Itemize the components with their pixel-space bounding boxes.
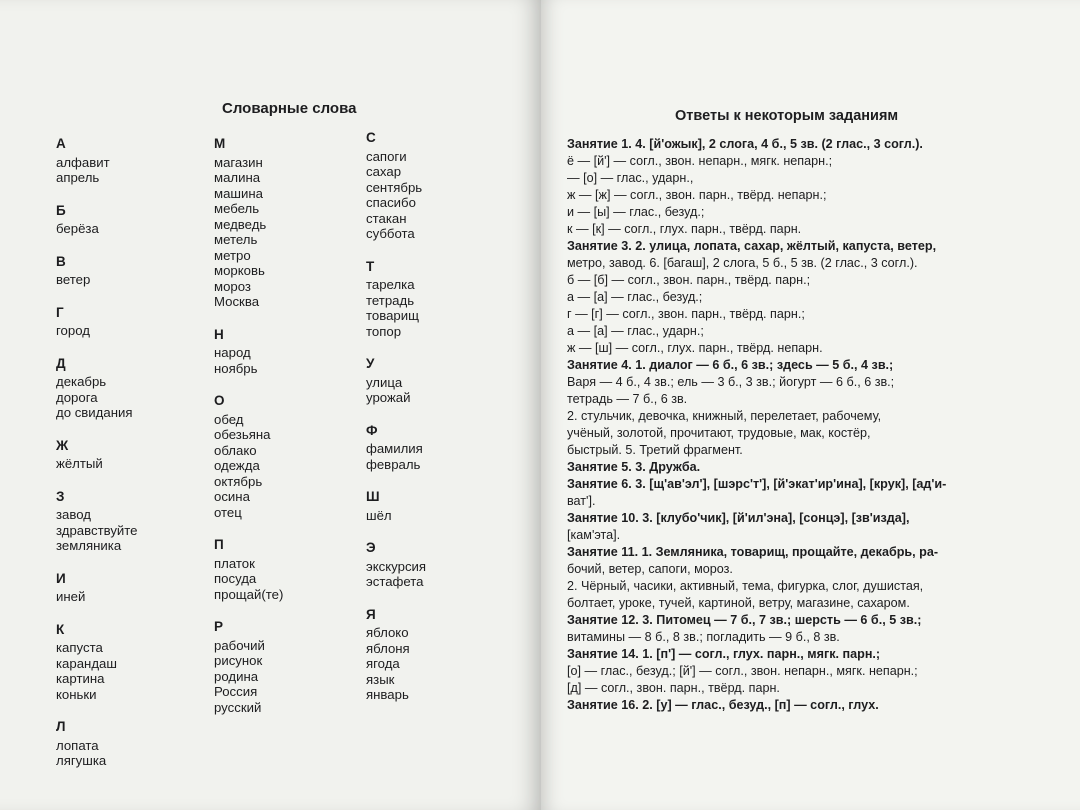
letter-heading: П	[214, 537, 224, 552]
letter-heading: И	[56, 570, 66, 586]
vocabulary-word: ягода	[366, 656, 400, 671]
letter-group	[366, 607, 516, 703]
letter-heading: Н	[214, 326, 224, 342]
vocabulary-word: прощай(те)	[214, 586, 284, 602]
vocabulary-word: улица	[366, 374, 403, 390]
letter-group	[56, 305, 206, 339]
answer-line: — [о] — глас., ударн.,	[567, 171, 694, 185]
letter-group	[56, 203, 206, 237]
vocabulary-word: карандаш	[56, 655, 117, 671]
letter-group	[56, 719, 206, 769]
right-page	[541, 0, 1080, 810]
vocabulary-word: иней	[56, 589, 86, 604]
letter-heading: М	[214, 136, 226, 151]
vocabulary-word: одежда	[214, 458, 260, 473]
vocabulary-word: обед	[214, 411, 244, 427]
vocabulary-word: морковь	[214, 263, 265, 278]
answer-section-line: Занятие 10. 3. [клубо'чик], [й'ил'эна], [сонцэ], [зв'изда],	[567, 511, 910, 525]
vocabulary-word: тарелка	[366, 277, 415, 292]
vocabulary-word: спасибо	[366, 195, 416, 210]
vocabulary-word: берёза	[56, 221, 99, 236]
vocabulary-word: земляника	[56, 538, 122, 553]
answer-section-line: Занятие 5. 3. Дружба.	[567, 460, 701, 474]
vocabulary-word: капуста	[56, 640, 103, 655]
vocabulary-word: малина	[214, 170, 261, 185]
vocabulary-word: ноябрь	[214, 360, 258, 376]
letter-group	[214, 619, 364, 715]
letter-group	[366, 259, 516, 340]
letter-group	[56, 254, 206, 288]
vocabulary-word: лягушка	[56, 753, 107, 768]
letter-group	[56, 571, 206, 605]
letter-heading: У	[366, 356, 375, 371]
vocabulary-word: медведь	[214, 216, 267, 232]
letter-group	[366, 356, 516, 406]
answer-line: метро, завод. 6. [багаш], 2 слога, 5 б., 5 зв. (2 глас., 3 согл.).	[567, 256, 918, 270]
vocabulary-word: машина	[214, 185, 263, 201]
letter-group	[366, 423, 516, 473]
vocabulary-word: апрель	[56, 170, 100, 185]
vocabulary-word: осина	[214, 489, 250, 504]
vocabulary-word: жёлтый	[56, 456, 103, 471]
answer-section-line: Занятие 6. 3. [щ'ав'эл'], [шэрс'т'], [й'экат'ир'ина], [крук], [ад'и-	[567, 477, 947, 491]
vocabulary-word: декабрь	[56, 374, 107, 389]
letter-group	[366, 489, 516, 523]
letter-group	[56, 136, 206, 186]
vocabulary-word: яблоня	[366, 640, 410, 656]
letter-heading: Э	[366, 540, 376, 555]
vocabulary-word: шёл	[366, 507, 392, 523]
vocabulary-word: октябрь	[214, 473, 263, 489]
vocabulary-word: стакан	[366, 210, 407, 226]
vocabulary-word: коньки	[56, 686, 97, 702]
letter-group	[214, 393, 364, 520]
letter-group	[56, 438, 206, 472]
answers-title: Ответы к некоторым заданиям	[675, 108, 899, 124]
vocabulary-word: февраль	[366, 456, 421, 472]
vocabulary-word: платок	[214, 555, 255, 571]
letter-heading: Д	[56, 355, 66, 371]
vocabulary-word: до свидания	[56, 405, 133, 420]
vocabulary-word: посуда	[214, 571, 257, 586]
answer-line: [кам'эта].	[567, 528, 621, 542]
letter-heading: Я	[366, 606, 376, 622]
vocabulary-word: товарищ	[366, 308, 419, 323]
answer-section-line: Занятие 12. 3. Питомец — 7 б., 7 зв.; шерсть — 6 б., 5 зв.;	[567, 613, 922, 627]
letter-heading: В	[56, 253, 66, 269]
vocabulary-word: экскурсия	[366, 558, 427, 574]
answer-line: учёный, золотой, прочитают, трудовые, мак, костёр,	[567, 426, 871, 440]
answer-line: тетрадь — 7 б., 6 зв.	[567, 392, 688, 406]
letter-group	[214, 327, 364, 377]
vocabulary-word: родина	[214, 668, 259, 684]
vocabulary-column-1	[56, 136, 206, 786]
answer-section-line: Занятие 16. 2. [у] — глас., безуд., [п] — согл., глух.	[567, 698, 879, 712]
vocabulary-word: магазин	[214, 154, 263, 170]
vocabulary-word: народ	[214, 345, 251, 360]
answer-line: болтает, уроке, тучей, картиной, ветру, магазине, сахаром.	[567, 596, 910, 610]
letter-heading: Р	[214, 619, 224, 634]
vocabulary-word: ветер	[56, 272, 91, 287]
vocabulary-word: топор	[366, 323, 402, 339]
answer-line: б — [б] — согл., звон. парн., твёрд. парн.;	[567, 273, 811, 287]
answer-line: а — [а] — глас., безуд.;	[567, 290, 703, 304]
vocabulary-word: алфавит	[56, 154, 110, 170]
letter-group	[214, 136, 364, 310]
vocabulary-word: завод	[56, 507, 91, 522]
answer-line: ё — [й'] — согл., звон. непарн., мягк. непарн.;	[567, 154, 833, 168]
letter-heading: С	[366, 130, 376, 145]
answer-line: ват'].	[567, 494, 596, 508]
vocabulary-word: Россия	[214, 684, 258, 699]
answer-line: 2. стульчик, девочка, книжный, перелетает, рабочему,	[567, 409, 882, 423]
vocabulary-word: лопата	[56, 737, 99, 753]
letter-heading: А	[56, 136, 66, 151]
letter-heading: Т	[366, 258, 375, 274]
vocabulary-column-2	[214, 136, 364, 732]
vocabulary-word: язык	[366, 671, 395, 687]
letter-heading: Г	[56, 304, 64, 320]
answer-line: ж — [ш] — согл., глух. парн., твёрд. непарн.	[567, 341, 823, 355]
answers-list	[567, 136, 1065, 714]
letter-group	[56, 489, 206, 554]
answer-line: 2. Чёрный, часики, активный, тема, фигурка, слог, душистая,	[567, 579, 924, 593]
answer-section-line: Занятие 3. 2. улица, лопата, сахар, жёлтый, капуста, ветер,	[567, 239, 937, 253]
vocabulary-word: мороз	[214, 278, 251, 294]
letter-group	[56, 356, 206, 421]
vocabulary-word: дорога	[56, 389, 98, 405]
answer-line: быстрый. 5. Третий фрагмент.	[567, 443, 743, 457]
letter-heading: Ш	[366, 489, 380, 504]
vocabulary-word: январь	[366, 687, 409, 702]
answer-line: Варя — 4 б., 4 зв.; ель — 3 б., 3 зв.; йогурт — 6 б., 6 зв.;	[567, 375, 895, 389]
vocabulary-word: яблоко	[366, 625, 409, 640]
vocabulary-word: Москва	[214, 294, 260, 309]
vocabulary-word: тетрадь	[366, 292, 415, 308]
vocabulary-word: сентябрь	[366, 179, 423, 195]
answer-section-line: Занятие 4. 1. диалог — 6 б., 6 зв.; здесь — 5 б., 4 зв.;	[567, 358, 894, 372]
vocabulary-word: облако	[214, 442, 257, 458]
letter-group	[214, 537, 364, 602]
answer-line: [д] — согл., звон. парн., твёрд. парн.	[567, 681, 780, 695]
answer-section-line: Занятие 14. 1. [п'] — согл., глух. парн., мягк. парн.;	[567, 647, 881, 661]
vocabulary-word: здравствуйте	[56, 522, 138, 538]
vocabulary-word: город	[56, 323, 90, 338]
letter-group	[366, 540, 516, 590]
vocabulary-word: метель	[214, 232, 258, 247]
vocabulary-word: отец	[214, 504, 242, 520]
vocabulary-word: метро	[214, 247, 251, 263]
vocabulary-word: рисунок	[214, 653, 263, 668]
vocabulary-word: русский	[214, 699, 262, 715]
vocabulary-word: урожай	[366, 390, 411, 405]
vocabulary-title: Словарные слова	[222, 100, 357, 117]
answer-line: бочий, ветер, сапоги, мороз.	[567, 562, 733, 576]
letter-heading: Ф	[366, 422, 378, 438]
vocabulary-word: рабочий	[214, 637, 265, 653]
vocabulary-word: фамилия	[366, 441, 423, 456]
letter-heading: З	[56, 488, 65, 504]
vocabulary-column-3	[366, 130, 516, 720]
answer-line: [о] — глас., безуд.; [й'] — согл., звон. непарн., мягк. непарн.;	[567, 664, 918, 678]
letter-heading: К	[56, 621, 65, 637]
answer-line: и — [ы] — глас., безуд.;	[567, 205, 705, 219]
vocabulary-word: сапоги	[366, 148, 407, 164]
answer-section-line: Занятие 1. 4. [й'ожык], 2 слога, 4 б., 5 зв. (2 глас., 3 согл.).	[567, 137, 923, 151]
letter-group	[366, 130, 516, 242]
letter-heading: Б	[56, 202, 66, 218]
letter-heading: О	[214, 393, 225, 408]
letter-heading: Ж	[56, 437, 69, 453]
answer-line: ж — [ж] — согл., звон. парн., твёрд. непарн.;	[567, 188, 827, 202]
vocabulary-word: суббота	[366, 226, 415, 241]
vocabulary-word: мебель	[214, 201, 260, 216]
vocabulary-word: обезьяна	[214, 427, 271, 442]
letter-group	[56, 622, 206, 703]
answer-section-line: Занятие 11. 1. Земляника, товарищ, прощайте, декабрь, ра-	[567, 545, 939, 559]
answer-line: а — [а] — глас., ударн.;	[567, 324, 704, 338]
answer-line: витамины — 8 б., 8 зв.; погладить — 9 б., 8 зв.	[567, 630, 840, 644]
vocabulary-word: эстафета	[366, 574, 424, 589]
vocabulary-word: сахар	[366, 164, 402, 179]
answer-line: к — [к] — согл., глух. парн., твёрд. парн.	[567, 222, 802, 236]
letter-heading: Л	[56, 719, 66, 734]
vocabulary-word: картина	[56, 671, 105, 686]
answer-line: г — [г] — согл., звон. парн., твёрд. парн.;	[567, 307, 805, 321]
